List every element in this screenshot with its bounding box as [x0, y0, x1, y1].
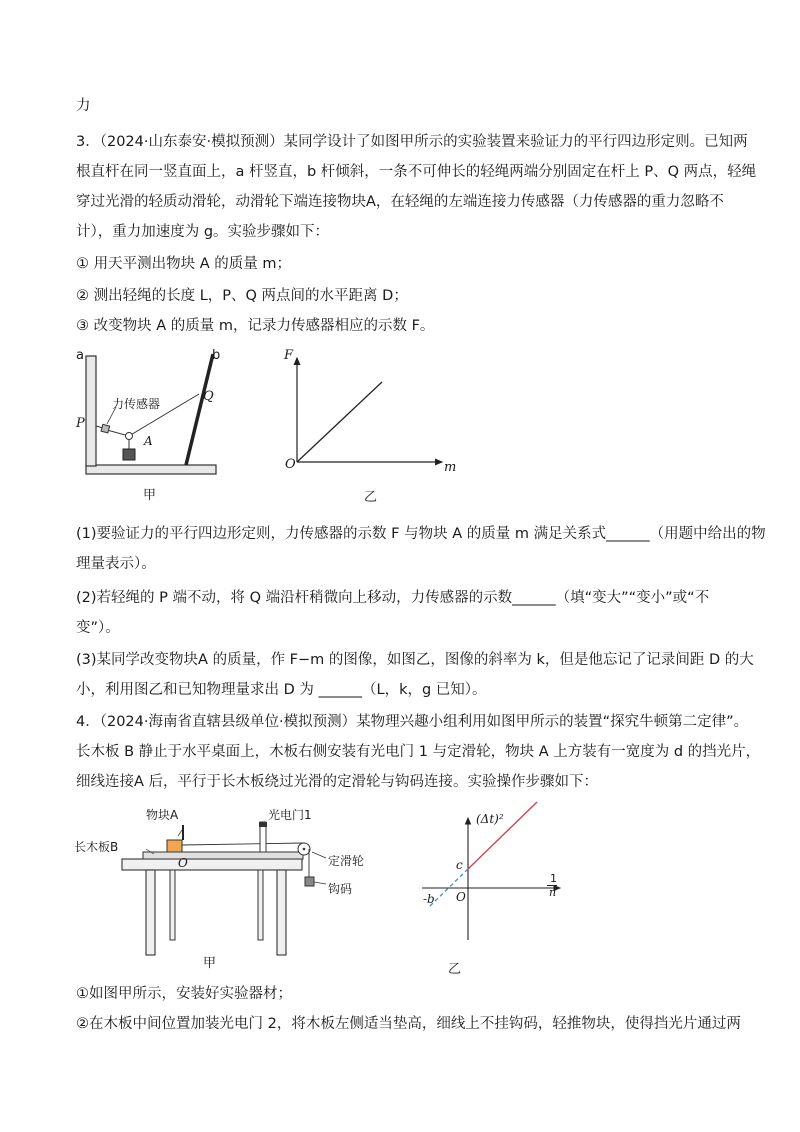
step-2: ② 测出轻绳的长度 L，P、Q 两点间的水平距离 D； [76, 288, 408, 304]
q4-step-1: ①如图甲所示，安装好实验器材； [76, 986, 292, 1002]
q4-step-2: ②在木板中间位置加装光电门 2，将木板左侧适当垫高，细线上不挂钩码，轻推物块，使得挡光片通过两 [76, 1016, 741, 1032]
point-p-label: P [76, 416, 85, 431]
question-3-line-2: 根直杆在同一竖直面上，a 杆竖直，b 杆倾斜，一条不可伸长的轻绳两端分别固定在杆上 P、Q 两点，轻绳 [76, 164, 757, 180]
force-sensor [101, 424, 110, 433]
weight-label: 钩码 [328, 882, 353, 896]
long-board-label: 长木板B [74, 840, 119, 854]
f-m-line [297, 382, 382, 462]
sub-question-2-line-2: 变”）。 [76, 620, 120, 636]
dt-origin-label: O [456, 890, 466, 904]
block-a-orange [167, 840, 182, 852]
block-a-tag: 物块A [146, 808, 179, 822]
x-axis-denominator: n [549, 886, 557, 899]
sub-question-3-line-2: 小，利用图乙和已知物理量求出 D 为 ______（L，k，g 已知）。 [76, 682, 487, 698]
hook-weight [305, 877, 314, 886]
figure-apparatus-force [76, 348, 276, 498]
block-a [123, 449, 135, 460]
figure-3-caption: 甲 [203, 956, 217, 971]
intercept-b-label: -b [423, 892, 435, 906]
figure-table-apparatus [74, 800, 344, 970]
step-3: ③ 改变物块 A 的质量 m，记录力传感器相应的示数 F。 [76, 318, 435, 334]
figure-4-caption: 乙 [448, 962, 462, 977]
m-axis-label: m [444, 460, 457, 475]
sub-question-3-line-1: (3)某同学改变物块A 的质量，作 F−m 的图像，如图乙，图像的斜率为 k，但是他忘记了记录间距 D 的大 [76, 652, 754, 668]
sub-question-1-line-2: 理量表示）。 [76, 556, 156, 572]
question-4-line-3: 细线连接A 后，平行于长木板绕过光滑的定滑轮与钩码连接。实验操作步骤如下： [76, 774, 599, 790]
question-3-line-1: 3．（2024·山东泰安·模拟预测）某同学设计了如图甲所示的实验装置来验证力的平行四边形定则。已知两 [76, 134, 748, 150]
block-a-label: A [144, 434, 153, 448]
figure-1-caption: 甲 [143, 488, 157, 503]
photogate-label: 光电门1 [268, 808, 312, 822]
question-4-line-2: 长木板 B 静止于水平桌面上，木板右侧安装有光电门 1 与定滑轮，物块 A 上方装有一宽度为 d 的挡光片， [76, 744, 761, 760]
pulley [126, 433, 133, 440]
sub-question-2-line-1: (2)若轻绳的 P 端不动，将 Q 端沿杆稍微向上移动，力传感器的示数______（填“变大”“变小”或“不 [76, 590, 710, 606]
text-line-1: 力 [76, 98, 91, 114]
intercept-c-label: c [456, 858, 463, 872]
dt-axis-label: (Δt)² [476, 812, 504, 826]
long-board [143, 852, 303, 859]
question-4-line-1: 4．（2024·海南省直辖县级单位·模拟预测）某物理兴趣小组利用如图甲所示的装置“探究牛顿第二定律”。 [76, 714, 749, 730]
rod-a-label: a [76, 348, 84, 363]
figure-f-m-graph [280, 348, 460, 478]
point-q-label: Q [203, 389, 214, 404]
sensor-label: 力传感器 [112, 397, 161, 411]
table-origin-label: O [178, 856, 188, 870]
sub-question-1-line-1: (1)要验证力的平行四边形定则，力传感器的示数 F 与物块 A 的质量 m 满足关系式______（用题中给出的物 [76, 526, 766, 542]
step-1: ① 用天平测出物块 A 的质量 m； [76, 256, 291, 272]
graph-origin-label: O [285, 457, 296, 472]
x-axis-numerator: 1 [550, 872, 557, 885]
pulley-label: 定滑轮 [328, 854, 365, 868]
rod-b-label: b [212, 348, 221, 363]
figure-2-caption: 乙 [364, 490, 378, 505]
question-3-line-3: 穿过光滑的轻质动滑轮，动滑轮下端连接物块A，在轻绳的左端连接力传感器（力传感器的重力忽略不 [76, 194, 724, 210]
figure-dt-graph [410, 810, 590, 960]
question-3-line-4: 计），重力加速度为 g。实验步骤如下： [76, 224, 330, 240]
f-axis-label: F [284, 348, 294, 363]
